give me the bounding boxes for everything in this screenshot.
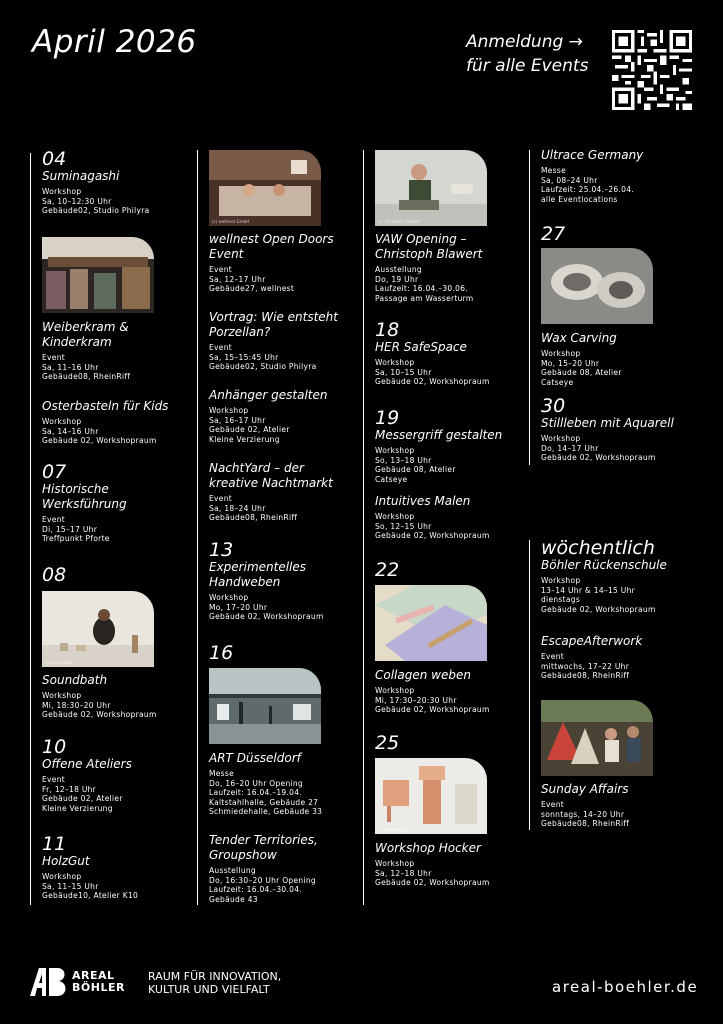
- event-headline: Historische Werksführung: [42, 482, 127, 511]
- event-weiberkram[interactable]: [42, 320, 188, 382]
- event-suminagashi[interactable]: [42, 149, 188, 216]
- event-headline: Experimentelles Handweben: [209, 560, 307, 589]
- event-headline: Workshop Hocker: [375, 841, 481, 855]
- page-title: April 2026: [32, 24, 197, 60]
- event-headline: Collagen weben: [375, 668, 471, 682]
- date-group-16: [209, 643, 355, 663]
- date-group-08: [42, 565, 188, 585]
- photo-vaw-opening: [375, 150, 487, 226]
- event-headline: Tender Territories, Groupshow: [209, 833, 318, 862]
- event-info: Event Sa, 15–15:45 Uhr Gebäude02, Studio Philyra: [209, 343, 317, 371]
- event-info: Workshop Mo, 17–20 Uhr Gebäude 02, Workshopraum: [209, 593, 324, 621]
- photo-credit: (c) Christoph Blawert: [378, 219, 421, 224]
- event-headline: VAW Opening – Christoph Blawert: [375, 232, 483, 261]
- event-headline: NachtYard – der kreative Nachtmarkt: [209, 461, 333, 490]
- event-info: Messe Sa, 08–24 Uhr Laufzeit: 25.04.–26.04. alle Eventlocations: [541, 166, 635, 204]
- event-headline: Intuitives Malen: [375, 494, 471, 508]
- event-info: Messe Do, 16–20 Uhr Opening Laufzeit: 16.04.–19.04. Kaltstahlhalle, Gebäude 27 Schmiedehalle, Gebäude 33: [209, 769, 323, 816]
- event-info: Event Sa, 11–16 Uhr Gebäude08, RheinRiff: [42, 353, 131, 381]
- event-ultrace[interactable]: [541, 148, 687, 204]
- date-label: 13: [209, 539, 234, 561]
- event-collagen-weben[interactable]: [375, 668, 521, 715]
- event-info: Ausstellung Do, 19 Uhr Laufzeit: 16.04.–30.06. Passage am Wasserturm: [375, 265, 474, 303]
- event-holzgut[interactable]: [42, 834, 188, 901]
- event-nachtyard[interactable]: [209, 461, 355, 523]
- date-label: 07: [42, 461, 67, 483]
- column-1: [30, 148, 191, 905]
- photo-credit: (c) wellnest GmbH: [212, 219, 250, 224]
- event-soundbath[interactable]: [42, 673, 188, 720]
- event-werksfuehrung[interactable]: [42, 462, 188, 544]
- photo-wellnest: [209, 150, 321, 226]
- event-wax-carving[interactable]: [541, 331, 687, 387]
- weekly-escape-afterwork[interactable]: [541, 634, 687, 681]
- event-info: Event Fr, 12–18 Uhr Gebäude 02, Atelier Kleine Verzierung: [42, 775, 123, 813]
- date-label: 27: [541, 223, 566, 245]
- event-info: Event sonntags, 14–20 Uhr Gebäude08, RheinRiff: [541, 800, 630, 828]
- event-headline: EscapeAfterwork: [541, 634, 643, 648]
- event-info: Ausstellung Do, 16:30–20 Uhr Opening Laufzeit: 16.04.–30.04. Gebäude 43: [209, 866, 316, 904]
- event-headline: Ultrace Germany: [541, 148, 644, 162]
- event-headline: Böhler Rückenschule: [541, 558, 667, 572]
- event-headline: wellnest Open Doors Event: [209, 232, 334, 261]
- registration-line-2: für alle Events: [466, 56, 589, 76]
- event-info: Workshop Sa, 12–18 Uhr Gebäude 02, Workshopraum: [375, 859, 490, 887]
- date-label: 22: [375, 559, 400, 581]
- photo-wax-carving: [541, 248, 653, 324]
- event-wellnest[interactable]: [209, 232, 355, 294]
- date-label: 11: [42, 833, 67, 855]
- date-label: 18: [375, 319, 400, 341]
- event-her-safespace[interactable]: [375, 320, 521, 387]
- date-label: 08: [42, 564, 67, 586]
- tagline-line-2: KULTUR UND VIELFALT: [148, 983, 270, 996]
- event-headline: Anhänger gestalten: [209, 388, 328, 402]
- event-info: Workshop Sa, 11–15 Uhr Gebäude10, Atelier K10: [42, 872, 139, 900]
- event-info: Workshop Sa, 10–15 Uhr Gebäude 02, Workshopraum: [375, 358, 490, 386]
- event-info: Workshop Sa, 16–17 Uhr Gebäude 02, Atelier Kleine Verzierung: [209, 406, 290, 444]
- website-link[interactable]: areal-boehler.de: [552, 978, 699, 996]
- tagline-line-1: RAUM FÜR INNOVATION,: [148, 970, 282, 983]
- tagline: [148, 970, 281, 996]
- event-info: Workshop Sa, 14–16 Uhr Gebäude 02, Workshopraum: [42, 417, 157, 445]
- event-tender-territories[interactable]: [209, 833, 355, 904]
- event-offene-ateliers[interactable]: [42, 737, 188, 813]
- event-workshop-hocker[interactable]: [375, 841, 521, 888]
- date-group-27: [541, 224, 687, 244]
- photo-soundbath: [42, 591, 154, 667]
- weekly-sunday-affairs[interactable]: [541, 782, 687, 829]
- event-headline: Suminagashi: [42, 169, 120, 183]
- event-info: Workshop 13–14 Uhr & 14–15 Uhr dienstags Gebäude 02, Workshopraum: [541, 576, 656, 614]
- event-headline: HER SafeSpace: [375, 340, 467, 354]
- date-label: 04: [42, 148, 67, 170]
- photo-art-duesseldorf: [209, 668, 321, 744]
- photo-sunday-affairs: [541, 700, 653, 776]
- event-info: Event mittwochs, 17–22 Uhr Gebäude08, RheinRiff: [541, 652, 630, 680]
- event-headline: Sunday Affairs: [541, 782, 629, 796]
- event-headline: Wax Carving: [541, 331, 617, 345]
- event-vaw-opening[interactable]: [375, 232, 521, 303]
- registration-callout[interactable]: [466, 30, 588, 78]
- event-info: Workshop Sa, 10–12:30 Uhr Gebäude02, Studio Philyra: [42, 187, 150, 215]
- event-info: Event Sa, 12–17 Uhr Gebäude27, wellnest: [209, 265, 295, 293]
- date-label: 19: [375, 407, 400, 429]
- event-info: Workshop Mi, 18:30–20 Uhr Gebäude 02, Workshopraum: [42, 691, 157, 719]
- column-2: [197, 150, 358, 905]
- photo-weiberkram: [42, 237, 154, 313]
- event-info: Event Sa, 18–24 Uhr Gebäude08, RheinRiff: [209, 494, 298, 522]
- event-info: Workshop Mo, 15–20 Uhr Gebäude 08, Atelier Catseye: [541, 349, 622, 387]
- event-stillleben[interactable]: [541, 396, 687, 463]
- qr-code-icon[interactable]: [612, 30, 692, 110]
- event-info: Workshop Do, 14–17 Uhr Gebäude 02, Workshopraum: [541, 434, 656, 462]
- weekly-title: wöchentlich: [541, 537, 655, 559]
- photo-collagen-weben: [375, 585, 487, 661]
- column-4: [529, 150, 690, 465]
- event-messergriff[interactable]: [375, 408, 521, 484]
- date-label: 16: [209, 642, 234, 664]
- event-info: Workshop Mi, 17:30–20:30 Uhr Gebäude 02, Workshopraum: [375, 686, 490, 714]
- date-label: 25: [375, 732, 400, 754]
- photo-workshop-hocker: [375, 758, 487, 834]
- event-headline: Vortrag: Wie entsteht Porzellan?: [209, 310, 338, 339]
- event-headline: ART Düsseldorf: [209, 751, 301, 765]
- event-info: Event Di, 15–17 Uhr Treffpunkt Pforte: [42, 515, 110, 543]
- registration-line-1: Anmeldung →: [466, 32, 583, 52]
- event-headline: Soundbath: [42, 673, 108, 687]
- date-label: 10: [42, 736, 67, 758]
- date-label: 30: [541, 395, 566, 417]
- event-headline: Stillleben mit Aquarell: [541, 416, 674, 430]
- logo-line-1: AREAL: [72, 969, 115, 982]
- weekly-section: [529, 537, 690, 830]
- event-headline: Osterbasteln für Kids: [42, 399, 169, 413]
- event-handweben[interactable]: [209, 540, 355, 622]
- date-group-22: [375, 560, 521, 580]
- photo-credit: (c) Niklas Vogt: [378, 827, 407, 832]
- ab-logo-icon: [30, 968, 66, 996]
- event-porzellan[interactable]: [209, 310, 355, 372]
- weekly-rueckenschule[interactable]: [541, 538, 687, 614]
- event-headline: Weiberkram & Kinderkram: [42, 320, 129, 349]
- event-headline: Offene Ateliers: [42, 757, 132, 771]
- event-intuitives-malen[interactable]: [375, 494, 521, 541]
- event-info: Workshop So, 13–18 Uhr Gebäude 08, Atelier Catseye: [375, 446, 456, 484]
- event-info: Workshop So, 12–15 Uhr Gebäude 02, Workshopraum: [375, 512, 490, 540]
- date-group-25: [375, 733, 521, 753]
- event-headline: HolzGut: [42, 854, 90, 868]
- event-anhaenger[interactable]: [209, 388, 355, 444]
- photo-credit: (c) Lena Rosa: [45, 660, 73, 665]
- event-headline: Messergriff gestalten: [375, 428, 503, 442]
- event-art-duesseldorf[interactable]: [209, 751, 355, 817]
- event-osterbasteln[interactable]: [42, 399, 188, 446]
- logo-line-2: BÖHLER: [72, 981, 125, 994]
- column-3: [363, 150, 524, 905]
- logo-wordmark: [72, 970, 125, 994]
